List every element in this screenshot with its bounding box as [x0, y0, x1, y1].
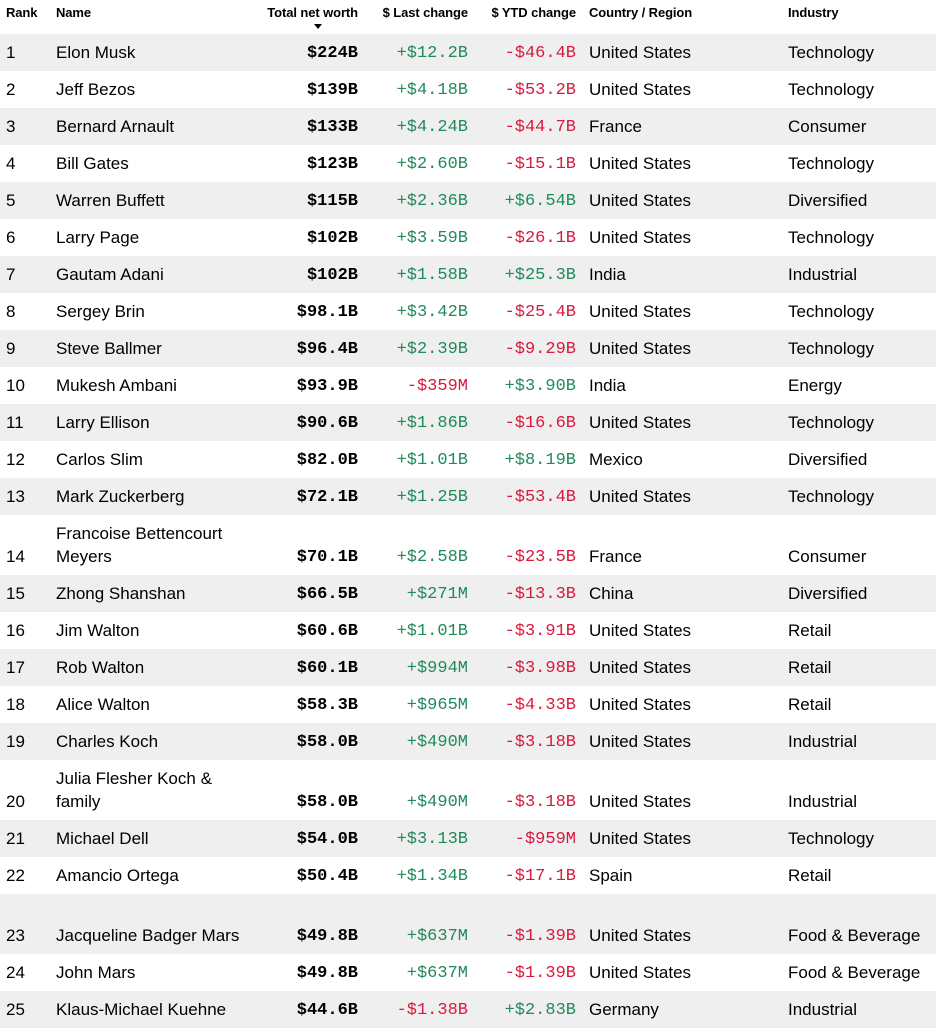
country-cell: Mexico	[589, 450, 643, 469]
column-header-country[interactable]	[584, 0, 784, 34]
table-row[interactable]	[0, 760, 936, 820]
last-change-cell: -$1.38B	[396, 1001, 468, 1020]
ytd-change-cell: -$3.18B	[504, 793, 576, 812]
last-change-cell: +$2.36B	[396, 192, 468, 211]
name-cell[interactable]: Rob Walton	[56, 658, 145, 677]
industry-cell: Industrial	[788, 792, 857, 811]
last-change-cell: +$1.86B	[396, 414, 468, 433]
last-change-cell: +$271M	[406, 585, 468, 604]
industry-cell: Technology	[788, 154, 875, 173]
country-cell: United States	[589, 154, 692, 173]
rank-cell: 24	[6, 963, 25, 982]
country-cell: United States	[589, 339, 692, 358]
last-change-cell: +$1.01B	[396, 622, 468, 641]
country-cell: United States	[589, 80, 692, 99]
name-cell[interactable]: Steve Ballmer	[56, 339, 162, 358]
column-header-label: $ YTD change	[491, 5, 576, 20]
table-row[interactable]	[0, 894, 936, 954]
column-header-last-change[interactable]	[366, 0, 476, 34]
rank-cell: 14	[6, 547, 25, 566]
table-row[interactable]	[0, 575, 936, 612]
country-cell: United States	[589, 829, 692, 848]
net-worth-cell: $115B	[306, 192, 358, 211]
industry-cell: Technology	[788, 43, 875, 62]
industry-cell: Industrial	[788, 1000, 857, 1019]
name-cell[interactable]: Jacqueline Badger Mars	[56, 926, 240, 945]
name-cell[interactable]: Amancio Ortega	[56, 866, 179, 885]
column-header-label: $ Last change	[382, 5, 468, 20]
last-change-cell: +$1.34B	[396, 867, 468, 886]
name-cell[interactable]: Mark Zuckerberg	[56, 487, 185, 506]
ytd-change-cell: -$9.29B	[504, 340, 576, 359]
last-change-cell: -$359M	[406, 377, 468, 396]
rank-cell: 19	[6, 732, 25, 751]
net-worth-cell: $54.0B	[296, 830, 358, 849]
industry-cell: Consumer	[788, 547, 867, 566]
net-worth-cell: $49.8B	[296, 964, 358, 983]
rank-cell: 5	[6, 191, 16, 210]
country-cell: United States	[589, 43, 692, 62]
net-worth-cell: $96.4B	[296, 340, 358, 359]
industry-cell: Technology	[788, 339, 875, 358]
last-change-cell: +$2.58B	[396, 548, 468, 567]
rank-cell: 13	[6, 487, 25, 506]
country-cell: France	[589, 547, 642, 566]
rank-cell: 8	[6, 302, 16, 321]
net-worth-cell: $98.1B	[296, 303, 358, 322]
rank-cell: 20	[6, 792, 25, 811]
net-worth-cell: $58.0B	[296, 793, 358, 812]
last-change-cell: +$3.59B	[396, 229, 468, 248]
industry-cell: Retail	[788, 621, 832, 640]
table-row[interactable]	[0, 219, 936, 256]
ytd-change-cell: -$1.39B	[504, 964, 576, 983]
sort-descending-icon	[314, 24, 322, 29]
net-worth-cell: $60.6B	[296, 622, 358, 641]
ytd-change-cell: +$6.54B	[504, 192, 576, 211]
ytd-change-cell: -$53.2B	[504, 81, 576, 100]
ytd-change-cell: -$53.4B	[504, 488, 576, 507]
column-header-net-worth[interactable]	[248, 0, 366, 34]
last-change-cell: +$3.42B	[396, 303, 468, 322]
last-change-cell: +$490M	[406, 733, 468, 752]
name-cell[interactable]: Klaus-Michael Kuehne	[56, 1000, 227, 1019]
net-worth-cell: $123B	[306, 155, 358, 174]
table-row[interactable]	[0, 108, 936, 145]
net-worth-cell: $133B	[306, 118, 358, 137]
column-header-label: Country / Region	[589, 5, 693, 20]
last-change-cell: +$1.58B	[396, 266, 468, 285]
country-cell: United States	[589, 302, 692, 321]
column-header-label: Total net worth	[267, 5, 358, 20]
last-change-cell: +$490M	[406, 793, 468, 812]
ytd-change-cell: -$44.7B	[504, 118, 576, 137]
name-cell[interactable]: Julia Flesher Koch & family	[56, 769, 212, 811]
table-row[interactable]	[0, 857, 936, 894]
name-cell[interactable]: Jim Walton	[56, 621, 140, 640]
industry-cell: Diversified	[788, 191, 868, 210]
table-row[interactable]	[0, 293, 936, 330]
table-row[interactable]	[0, 404, 936, 441]
column-header-label: Industry	[788, 5, 839, 20]
country-cell: United States	[589, 228, 692, 247]
table-row[interactable]	[0, 723, 936, 760]
rank-cell: 17	[6, 658, 25, 677]
name-cell[interactable]: Larry Ellison	[56, 413, 150, 432]
last-change-cell: +$2.60B	[396, 155, 468, 174]
industry-cell: Technology	[788, 413, 875, 432]
net-worth-cell: $50.4B	[296, 867, 358, 886]
industry-cell: Diversified	[788, 584, 868, 603]
net-worth-cell: $44.6B	[296, 1001, 358, 1020]
industry-cell: Food & Beverage	[788, 963, 921, 982]
industry-cell: Diversified	[788, 450, 868, 469]
last-change-cell: +$965M	[406, 696, 468, 715]
last-change-cell: +$4.24B	[396, 118, 468, 137]
table-row[interactable]	[0, 330, 936, 367]
name-cell[interactable]: Carlos Slim	[56, 450, 143, 469]
net-worth-cell: $58.3B	[296, 696, 358, 715]
ytd-change-cell: -$4.33B	[504, 696, 576, 715]
column-header-rank[interactable]	[0, 0, 48, 34]
name-cell[interactable]: Alice Walton	[56, 695, 150, 714]
table-row[interactable]	[0, 954, 936, 991]
name-cell[interactable]: Elon Musk	[56, 43, 136, 62]
table-row[interactable]	[0, 612, 936, 649]
rank-cell: 11	[6, 413, 24, 432]
rank-cell: 22	[6, 866, 25, 885]
table-row[interactable]	[0, 71, 936, 108]
net-worth-cell: $102B	[306, 266, 358, 285]
country-cell: United States	[589, 487, 692, 506]
ytd-change-cell: -$26.1B	[504, 229, 576, 248]
ytd-change-cell: -$3.18B	[504, 733, 576, 752]
net-worth-cell: $58.0B	[296, 733, 358, 752]
country-cell: Spain	[589, 866, 633, 885]
column-header-name[interactable]	[48, 0, 248, 34]
industry-cell: Technology	[788, 829, 875, 848]
name-cell[interactable]: Michael Dell	[56, 829, 149, 848]
ytd-change-cell: -$3.98B	[504, 659, 576, 678]
net-worth-cell: $224B	[306, 44, 358, 63]
country-cell: United States	[589, 695, 692, 714]
industry-cell: Technology	[788, 228, 875, 247]
net-worth-cell: $49.8B	[296, 927, 358, 946]
rank-cell: 1	[6, 43, 16, 62]
rank-cell: 16	[6, 621, 25, 640]
last-change-cell: +$1.01B	[396, 451, 468, 470]
country-cell: United States	[589, 191, 692, 210]
ytd-change-cell: -$959M	[514, 830, 576, 849]
name-cell[interactable]: Larry Page	[56, 228, 140, 247]
rank-cell: 15	[6, 584, 25, 603]
name-cell[interactable]: Charles Koch	[56, 732, 159, 751]
name-cell[interactable]: Jeff Bezos	[56, 80, 136, 99]
country-cell: Germany	[589, 1000, 659, 1019]
industry-cell: Food & Beverage	[788, 926, 921, 945]
net-worth-cell: $66.5B	[296, 585, 358, 604]
last-change-cell: +$1.25B	[396, 488, 468, 507]
table-row[interactable]	[0, 686, 936, 723]
rank-cell: 2	[6, 80, 16, 99]
rank-cell: 3	[6, 117, 16, 136]
country-cell: United States	[589, 926, 692, 945]
rank-cell: 21	[6, 829, 25, 848]
name-cell[interactable]: Bill Gates	[56, 154, 129, 173]
ytd-change-cell: +$2.83B	[504, 1001, 576, 1020]
rank-cell: 9	[6, 339, 16, 358]
industry-cell: Energy	[788, 376, 842, 395]
net-worth-cell: $70.1B	[296, 548, 358, 567]
country-cell: France	[589, 117, 642, 136]
name-cell[interactable]: Warren Buffett	[56, 191, 165, 210]
last-change-cell: +$994M	[406, 659, 468, 678]
industry-cell: Industrial	[788, 732, 857, 751]
country-cell: United States	[589, 792, 692, 811]
column-header-label: Rank	[6, 5, 38, 20]
industry-cell: Retail	[788, 658, 832, 677]
industry-cell: Industrial	[788, 265, 857, 284]
ytd-change-cell: -$16.6B	[504, 414, 576, 433]
industry-cell: Technology	[788, 302, 875, 321]
industry-cell: Consumer	[788, 117, 867, 136]
net-worth-cell: $93.9B	[296, 377, 358, 396]
rank-cell: 10	[6, 376, 25, 395]
name-cell[interactable]: Zhong Shanshan	[56, 584, 186, 603]
rank-cell: 4	[6, 154, 16, 173]
net-worth-cell: $60.1B	[296, 659, 358, 678]
ytd-change-cell: -$25.4B	[504, 303, 576, 322]
country-cell: United States	[589, 658, 692, 677]
industry-cell: Retail	[788, 866, 832, 885]
country-cell: India	[589, 376, 626, 395]
industry-cell: Retail	[788, 695, 832, 714]
table-header	[0, 0, 936, 34]
name-cell[interactable]: Mukesh Ambani	[56, 376, 177, 395]
table-row[interactable]	[0, 182, 936, 219]
table-row[interactable]	[0, 649, 936, 686]
ytd-change-cell: +$3.90B	[504, 377, 576, 396]
ytd-change-cell: -$46.4B	[504, 44, 576, 63]
column-header-label: Name	[56, 5, 92, 20]
ytd-change-cell: +$25.3B	[504, 266, 576, 285]
industry-cell: Technology	[788, 80, 875, 99]
table-row[interactable]	[0, 441, 936, 478]
country-cell: United States	[589, 963, 692, 982]
ytd-change-cell: -$23.5B	[504, 548, 576, 567]
rank-cell: 12	[6, 450, 25, 469]
ytd-change-cell: -$17.1B	[504, 867, 576, 886]
last-change-cell: +$637M	[406, 927, 468, 946]
industry-cell: Technology	[788, 487, 875, 506]
table-row[interactable]	[0, 991, 936, 1028]
table-row[interactable]	[0, 367, 936, 404]
ytd-change-cell: -$1.39B	[504, 927, 576, 946]
column-header-industry[interactable]	[784, 0, 936, 34]
table-row[interactable]	[0, 145, 936, 182]
country-cell: United States	[589, 413, 692, 432]
name-cell[interactable]: Francoise Bettencourt Meyers	[56, 524, 223, 566]
last-change-cell: +$2.39B	[396, 340, 468, 359]
ytd-change-cell: +$8.19B	[504, 451, 576, 470]
last-change-cell: +$12.2B	[396, 44, 468, 63]
name-cell[interactable]: John Mars	[56, 963, 136, 982]
net-worth-cell: $90.6B	[296, 414, 358, 433]
ytd-change-cell: -$15.1B	[504, 155, 576, 174]
name-cell[interactable]: Gautam Adani	[56, 265, 164, 284]
last-change-cell: +$637M	[406, 964, 468, 983]
table-body	[0, 34, 936, 1028]
name-cell[interactable]: Bernard Arnault	[56, 117, 175, 136]
rank-cell: 25	[6, 1000, 25, 1019]
ytd-change-cell: -$3.91B	[504, 622, 576, 641]
rank-cell: 23	[6, 926, 25, 945]
column-header-ytd-change[interactable]	[476, 0, 584, 34]
table-row[interactable]	[0, 515, 936, 575]
table-row[interactable]	[0, 34, 936, 71]
rank-cell: 7	[6, 265, 16, 284]
country-cell: United States	[589, 621, 692, 640]
table-row[interactable]	[0, 256, 936, 293]
rank-cell: 6	[6, 228, 16, 247]
table-row[interactable]	[0, 820, 936, 857]
last-change-cell: +$3.13B	[396, 830, 468, 849]
country-cell: China	[589, 584, 634, 603]
name-cell[interactable]: Sergey Brin	[56, 302, 145, 321]
country-cell: United States	[589, 732, 692, 751]
ytd-change-cell: -$13.3B	[504, 585, 576, 604]
net-worth-cell: $102B	[306, 229, 358, 248]
table-row[interactable]	[0, 478, 936, 515]
country-cell: India	[589, 265, 626, 284]
net-worth-cell: $72.1B	[296, 488, 358, 507]
net-worth-cell: $82.0B	[296, 451, 358, 470]
net-worth-cell: $139B	[306, 81, 358, 100]
last-change-cell: +$4.18B	[396, 81, 468, 100]
rank-cell: 18	[6, 695, 25, 714]
